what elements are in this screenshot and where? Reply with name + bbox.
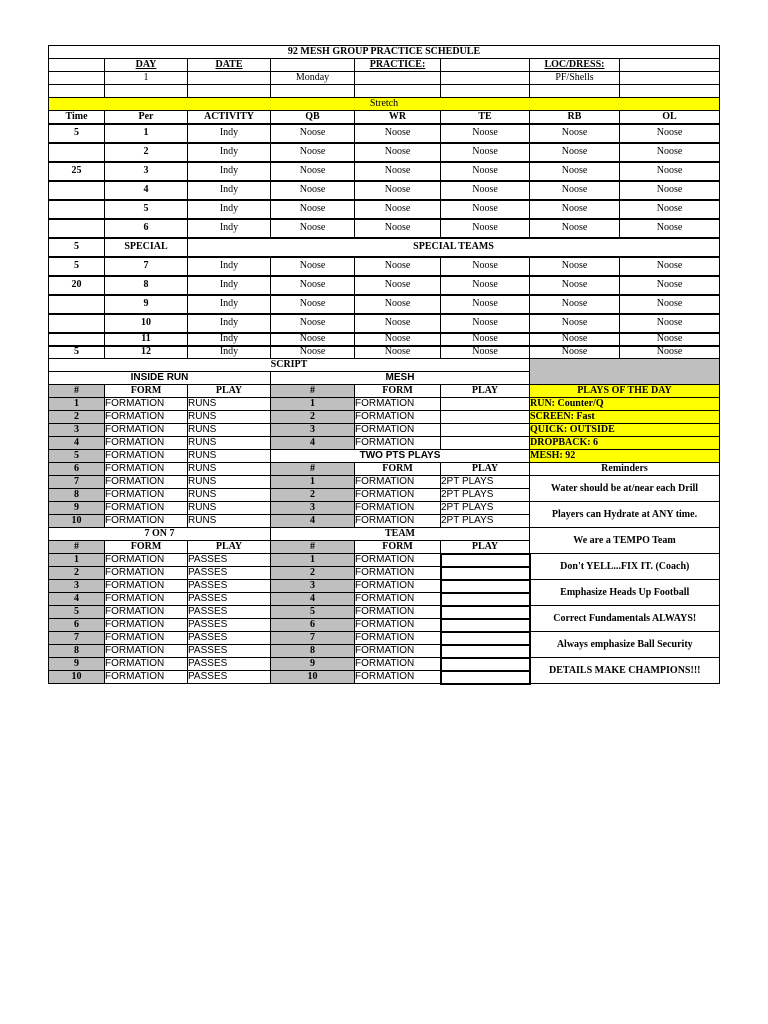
inside-run-formation: FORMATION	[105, 476, 188, 489]
mesh-play-header: PLAY	[441, 385, 530, 398]
period-rb: Noose	[530, 333, 620, 346]
period-activity: Indy	[188, 124, 271, 143]
seven-on-seven-number: 10	[49, 671, 105, 684]
col-activity: ACTIVITY	[188, 111, 271, 124]
schedule-table	[48, 45, 720, 359]
period-rb: Noose	[530, 314, 620, 333]
team-play	[441, 567, 530, 580]
team-number: 8	[271, 645, 355, 658]
period-wr: Noose	[355, 162, 441, 181]
period-time: 25	[49, 162, 105, 181]
day-value: 1	[105, 72, 188, 85]
period-te: Noose	[441, 276, 530, 295]
seven-on-seven-formation: FORMATION	[105, 606, 188, 619]
team-number: 5	[271, 606, 355, 619]
reminder-item: Don't YELL...FIX IT. (Coach)	[530, 554, 720, 580]
two-pts-formation: FORMATION	[355, 515, 441, 528]
team-number: 6	[271, 619, 355, 632]
seven-on-seven-play: PASSES	[188, 567, 271, 580]
seven-on-seven-formation: FORMATION	[105, 580, 188, 593]
date-label: DATE	[188, 59, 271, 72]
team-number: 7	[271, 632, 355, 645]
team-formation: FORMATION	[355, 593, 441, 606]
period-activity: Indy	[188, 219, 271, 238]
period-row	[49, 124, 720, 143]
period-rb: Noose	[530, 257, 620, 276]
period-qb: Noose	[271, 143, 355, 162]
period-row	[49, 143, 720, 162]
seven-on-seven-label: 7 ON 7	[49, 528, 271, 541]
col-per: Per	[105, 111, 188, 124]
period-ol: Noose	[620, 295, 720, 314]
seven-on-seven-number: 9	[49, 658, 105, 671]
period-activity: Indy	[188, 346, 271, 359]
team-play	[441, 554, 530, 567]
period-number: 7	[105, 257, 188, 276]
seven-team-row	[49, 606, 720, 619]
script-label: SCRIPT	[49, 359, 530, 372]
seven-on-seven-play: PASSES	[188, 606, 271, 619]
inside-run-number: 5	[49, 450, 105, 463]
period-te: Noose	[441, 219, 530, 238]
two-pts-label: TWO PTS PLAYS	[271, 450, 530, 463]
loc-value: PF/Shells	[530, 72, 620, 85]
seven-on-seven-formation: FORMATION	[105, 554, 188, 567]
seven-on-seven-formation: FORMATION	[105, 632, 188, 645]
col-te: TE	[441, 111, 530, 124]
gray-box	[530, 359, 720, 385]
period-wr: Noose	[355, 346, 441, 359]
seven-on-seven-formation: FORMATION	[105, 619, 188, 632]
period-number: 10	[105, 314, 188, 333]
seven-team-row	[49, 580, 720, 593]
mesh-hash-header: #	[271, 385, 355, 398]
special-teams-label: SPECIAL TEAMS	[188, 238, 720, 257]
team-formation: FORMATION	[355, 554, 441, 567]
plays-of-day-item: SCREEN: Fast	[530, 411, 720, 424]
reminders-title: Reminders	[530, 463, 720, 476]
period-wr: Noose	[355, 200, 441, 219]
mesh-form-header: FORM	[355, 385, 441, 398]
reminder-item: Players can Hydrate at ANY time.	[530, 502, 720, 528]
period-qb: Noose	[271, 162, 355, 181]
period-rb: Noose	[530, 346, 620, 359]
col-time: Time	[49, 111, 105, 124]
inside-run-play: RUNS	[188, 463, 271, 476]
period-wr: Noose	[355, 219, 441, 238]
inside-run-row	[49, 463, 720, 476]
period-row	[49, 162, 720, 181]
seven-team-row	[49, 632, 720, 645]
inside-run-row	[49, 437, 720, 450]
reminder-item: Water should be at/near each Drill	[530, 476, 720, 502]
inside-run-hash-header: #	[49, 385, 105, 398]
team-formation: FORMATION	[355, 632, 441, 645]
period-activity: Indy	[188, 143, 271, 162]
two-pts-play: 2PT PLAYS	[441, 476, 530, 489]
period-te: Noose	[441, 181, 530, 200]
team-label: TEAM	[271, 528, 530, 541]
two-pts-hash-header: #	[271, 463, 355, 476]
inside-run-label: INSIDE RUN	[49, 372, 271, 385]
team-play	[441, 606, 530, 619]
team-play	[441, 632, 530, 645]
period-te: Noose	[441, 257, 530, 276]
period-wr: Noose	[355, 295, 441, 314]
period-row	[49, 333, 720, 346]
inside-run-formation: FORMATION	[105, 515, 188, 528]
team-hash-header: #	[271, 541, 355, 554]
reminder-item: Emphasize Heads Up Football	[530, 580, 720, 606]
period-number: 6	[105, 219, 188, 238]
period-te: Noose	[441, 295, 530, 314]
mesh-number: 3	[271, 424, 355, 437]
sheet-title: 92 MESH GROUP PRACTICE SCHEDULE	[49, 46, 720, 59]
period-number: 8	[105, 276, 188, 295]
team-formation: FORMATION	[355, 619, 441, 632]
seven-on-seven-play: PASSES	[188, 671, 271, 684]
script-header-row	[49, 385, 720, 398]
team-play	[441, 645, 530, 658]
seven-on-seven-hash-header: #	[49, 541, 105, 554]
inside-run-formation: FORMATION	[105, 450, 188, 463]
inside-run-number: 3	[49, 424, 105, 437]
period-rb: Noose	[530, 124, 620, 143]
reminder-item: We are a TEMPO Team	[530, 528, 720, 554]
mesh-formation: FORMATION	[355, 424, 441, 437]
team-play	[441, 671, 530, 684]
period-activity: Indy	[188, 181, 271, 200]
mesh-play	[441, 398, 530, 411]
period-te: Noose	[441, 162, 530, 181]
period-rb: Noose	[530, 162, 620, 181]
team-number: 4	[271, 593, 355, 606]
inside-run-number: 8	[49, 489, 105, 502]
period-qb: Noose	[271, 276, 355, 295]
inside-run-play: RUNS	[188, 437, 271, 450]
period-ol: Noose	[620, 333, 720, 346]
inside-run-row	[49, 450, 720, 463]
period-wr: Noose	[355, 314, 441, 333]
period-activity: Indy	[188, 314, 271, 333]
period-qb: Noose	[271, 181, 355, 200]
period-time: 5	[49, 346, 105, 359]
inside-run-number: 4	[49, 437, 105, 450]
team-formation: FORMATION	[355, 606, 441, 619]
day-label: DAY	[105, 59, 188, 72]
period-ol: Noose	[620, 219, 720, 238]
inside-run-formation: FORMATION	[105, 502, 188, 515]
period-time	[49, 143, 105, 162]
period-ol: Noose	[620, 143, 720, 162]
period-number: 2	[105, 143, 188, 162]
team-play-header: PLAY	[441, 541, 530, 554]
team-number: 2	[271, 567, 355, 580]
mesh-label: MESH	[271, 372, 530, 385]
seven-on-seven-play: PASSES	[188, 632, 271, 645]
inside-run-play: RUNS	[188, 502, 271, 515]
seven-on-seven-formation: FORMATION	[105, 671, 188, 684]
mesh-number: 4	[271, 437, 355, 450]
period-time	[49, 333, 105, 346]
plays-of-day-item: MESH: 92	[530, 450, 720, 463]
inside-run-number: 7	[49, 476, 105, 489]
seven-on-seven-formation: FORMATION	[105, 567, 188, 580]
period-number: 12	[105, 346, 188, 359]
inside-run-play: RUNS	[188, 398, 271, 411]
inside-run-number: 6	[49, 463, 105, 476]
inside-run-formation: FORMATION	[105, 489, 188, 502]
loc-label: LOC/DRESS:	[530, 59, 620, 72]
period-rb: Noose	[530, 219, 620, 238]
seven-on-seven-play: PASSES	[188, 580, 271, 593]
period-time	[49, 314, 105, 333]
team-play	[441, 658, 530, 671]
period-qb: Noose	[271, 314, 355, 333]
team-formation: FORMATION	[355, 671, 441, 684]
inside-run-number: 2	[49, 411, 105, 424]
script-label-row	[49, 359, 720, 372]
special-time: 5	[49, 238, 105, 257]
inside-run-number: 9	[49, 502, 105, 515]
team-number: 10	[271, 671, 355, 684]
practice-schedule-sheet	[48, 45, 719, 685]
mesh-play	[441, 411, 530, 424]
period-qb: Noose	[271, 124, 355, 143]
period-number: 11	[105, 333, 188, 346]
col-qb: QB	[271, 111, 355, 124]
period-number: 4	[105, 181, 188, 200]
two-pts-formation: FORMATION	[355, 502, 441, 515]
period-wr: Noose	[355, 333, 441, 346]
period-number: 5	[105, 200, 188, 219]
seven-on-seven-number: 7	[49, 632, 105, 645]
period-rb: Noose	[530, 143, 620, 162]
period-rb: Noose	[530, 276, 620, 295]
period-time: 5	[49, 124, 105, 143]
period-row	[49, 346, 720, 359]
two-pts-play: 2PT PLAYS	[441, 515, 530, 528]
seven-on-seven-play-header: PLAY	[188, 541, 271, 554]
inside-run-row	[49, 502, 720, 515]
column-header-row	[49, 111, 720, 124]
mesh-play	[441, 437, 530, 450]
team-formation: FORMATION	[355, 645, 441, 658]
period-time	[49, 219, 105, 238]
inside-run-number: 10	[49, 515, 105, 528]
period-ol: Noose	[620, 314, 720, 333]
mesh-formation: FORMATION	[355, 437, 441, 450]
period-activity: Indy	[188, 257, 271, 276]
seven-on-seven-play: PASSES	[188, 645, 271, 658]
seven-team-row	[49, 554, 720, 567]
period-activity: Indy	[188, 200, 271, 219]
period-time: 5	[49, 257, 105, 276]
inside-run-play: RUNS	[188, 450, 271, 463]
seven-on-seven-play: PASSES	[188, 619, 271, 632]
inside-run-row	[49, 476, 720, 489]
seven-on-seven-number: 5	[49, 606, 105, 619]
period-qb: Noose	[271, 346, 355, 359]
seven-on-seven-play: PASSES	[188, 658, 271, 671]
seven-on-seven-play: PASSES	[188, 593, 271, 606]
team-number: 3	[271, 580, 355, 593]
period-qb: Noose	[271, 219, 355, 238]
team-formation: FORMATION	[355, 658, 441, 671]
period-row	[49, 257, 720, 276]
period-row	[49, 314, 720, 333]
col-wr: WR	[355, 111, 441, 124]
seven-team-row	[49, 658, 720, 671]
col-rb: RB	[530, 111, 620, 124]
period-qb: Noose	[271, 295, 355, 314]
inside-run-play: RUNS	[188, 424, 271, 437]
two-pts-play: 2PT PLAYS	[441, 489, 530, 502]
period-ol: Noose	[620, 181, 720, 200]
period-time	[49, 295, 105, 314]
period-activity: Indy	[188, 162, 271, 181]
period-time	[49, 200, 105, 219]
period-row	[49, 219, 720, 238]
inside-run-formation: FORMATION	[105, 463, 188, 476]
period-ol: Noose	[620, 162, 720, 181]
period-row	[49, 181, 720, 200]
seven-on-seven-number: 6	[49, 619, 105, 632]
period-row	[49, 200, 720, 219]
team-number: 9	[271, 658, 355, 671]
period-activity: Indy	[188, 295, 271, 314]
practice-label: PRACTICE:	[355, 59, 441, 72]
period-te: Noose	[441, 346, 530, 359]
period-number: 3	[105, 162, 188, 181]
period-ol: Noose	[620, 276, 720, 295]
script-table	[48, 358, 720, 685]
two-pts-number: 4	[271, 515, 355, 528]
seven-on-seven-number: 3	[49, 580, 105, 593]
period-activity: Indy	[188, 333, 271, 346]
period-te: Noose	[441, 143, 530, 162]
period-time: 20	[49, 276, 105, 295]
team-play	[441, 580, 530, 593]
seven-on-seven-form-header: FORM	[105, 541, 188, 554]
reminder-item: Correct Fundamentals ALWAYS!	[530, 606, 720, 632]
inside-run-row	[49, 398, 720, 411]
period-qb: Noose	[271, 333, 355, 346]
seven-on-seven-number: 4	[49, 593, 105, 606]
team-number: 1	[271, 554, 355, 567]
period-rb: Noose	[530, 200, 620, 219]
period-ol: Noose	[620, 257, 720, 276]
period-ol: Noose	[620, 346, 720, 359]
plays-of-day-item: RUN: Counter/Q	[530, 398, 720, 411]
seven-team-label-row	[49, 528, 720, 541]
period-wr: Noose	[355, 124, 441, 143]
stretch-row: Stretch	[49, 98, 720, 111]
inside-run-play: RUNS	[188, 476, 271, 489]
inside-run-formation: FORMATION	[105, 411, 188, 424]
inside-run-formation: FORMATION	[105, 424, 188, 437]
two-pts-formation: FORMATION	[355, 489, 441, 502]
col-ol: OL	[620, 111, 720, 124]
reminder-item: DETAILS MAKE CHAMPIONS!!!	[530, 658, 720, 684]
inside-run-formation: FORMATION	[105, 437, 188, 450]
seven-on-seven-formation: FORMATION	[105, 658, 188, 671]
team-play	[441, 619, 530, 632]
team-formation: FORMATION	[355, 580, 441, 593]
two-pts-form-header: FORM	[355, 463, 441, 476]
seven-on-seven-formation: FORMATION	[105, 645, 188, 658]
period-number: 9	[105, 295, 188, 314]
period-activity: Indy	[188, 276, 271, 295]
inside-run-play: RUNS	[188, 515, 271, 528]
team-form-header: FORM	[355, 541, 441, 554]
plays-of-day-title: PLAYS OF THE DAY	[530, 385, 720, 398]
two-pts-number: 3	[271, 502, 355, 515]
seven-on-seven-number: 8	[49, 645, 105, 658]
period-time	[49, 181, 105, 200]
inside-run-play: RUNS	[188, 489, 271, 502]
inside-run-form-header: FORM	[105, 385, 188, 398]
plays-of-day-item: DROPBACK: 6	[530, 437, 720, 450]
two-pts-formation: FORMATION	[355, 476, 441, 489]
seven-on-seven-number: 1	[49, 554, 105, 567]
period-te: Noose	[441, 124, 530, 143]
special-per: SPECIAL	[105, 238, 188, 257]
period-ol: Noose	[620, 200, 720, 219]
period-qb: Noose	[271, 200, 355, 219]
inside-run-formation: FORMATION	[105, 398, 188, 411]
period-te: Noose	[441, 333, 530, 346]
period-wr: Noose	[355, 257, 441, 276]
two-pts-play: 2PT PLAYS	[441, 502, 530, 515]
period-wr: Noose	[355, 143, 441, 162]
period-te: Noose	[441, 200, 530, 219]
period-wr: Noose	[355, 181, 441, 200]
two-pts-number: 2	[271, 489, 355, 502]
mesh-formation: FORMATION	[355, 411, 441, 424]
period-rb: Noose	[530, 295, 620, 314]
inside-run-row	[49, 411, 720, 424]
inside-run-play-header: PLAY	[188, 385, 271, 398]
seven-on-seven-formation: FORMATION	[105, 593, 188, 606]
period-te: Noose	[441, 314, 530, 333]
inside-run-number: 1	[49, 398, 105, 411]
mesh-number: 2	[271, 411, 355, 424]
period-rb: Noose	[530, 181, 620, 200]
team-formation: FORMATION	[355, 567, 441, 580]
seven-on-seven-number: 2	[49, 567, 105, 580]
mesh-play	[441, 424, 530, 437]
two-pts-play-header: PLAY	[441, 463, 530, 476]
inside-run-play: RUNS	[188, 411, 271, 424]
period-ol: Noose	[620, 124, 720, 143]
inside-run-row	[49, 424, 720, 437]
reminder-item: Always emphasize Ball Security	[530, 632, 720, 658]
plays-of-day-item: QUICK: OUTSIDE	[530, 424, 720, 437]
mesh-formation: FORMATION	[355, 398, 441, 411]
mesh-number: 1	[271, 398, 355, 411]
seven-on-seven-play: PASSES	[188, 554, 271, 567]
period-wr: Noose	[355, 276, 441, 295]
period-row	[49, 295, 720, 314]
team-play	[441, 593, 530, 606]
period-number: 1	[105, 124, 188, 143]
period-qb: Noose	[271, 257, 355, 276]
two-pts-number: 1	[271, 476, 355, 489]
weekday-value: Monday	[271, 72, 355, 85]
period-row	[49, 276, 720, 295]
